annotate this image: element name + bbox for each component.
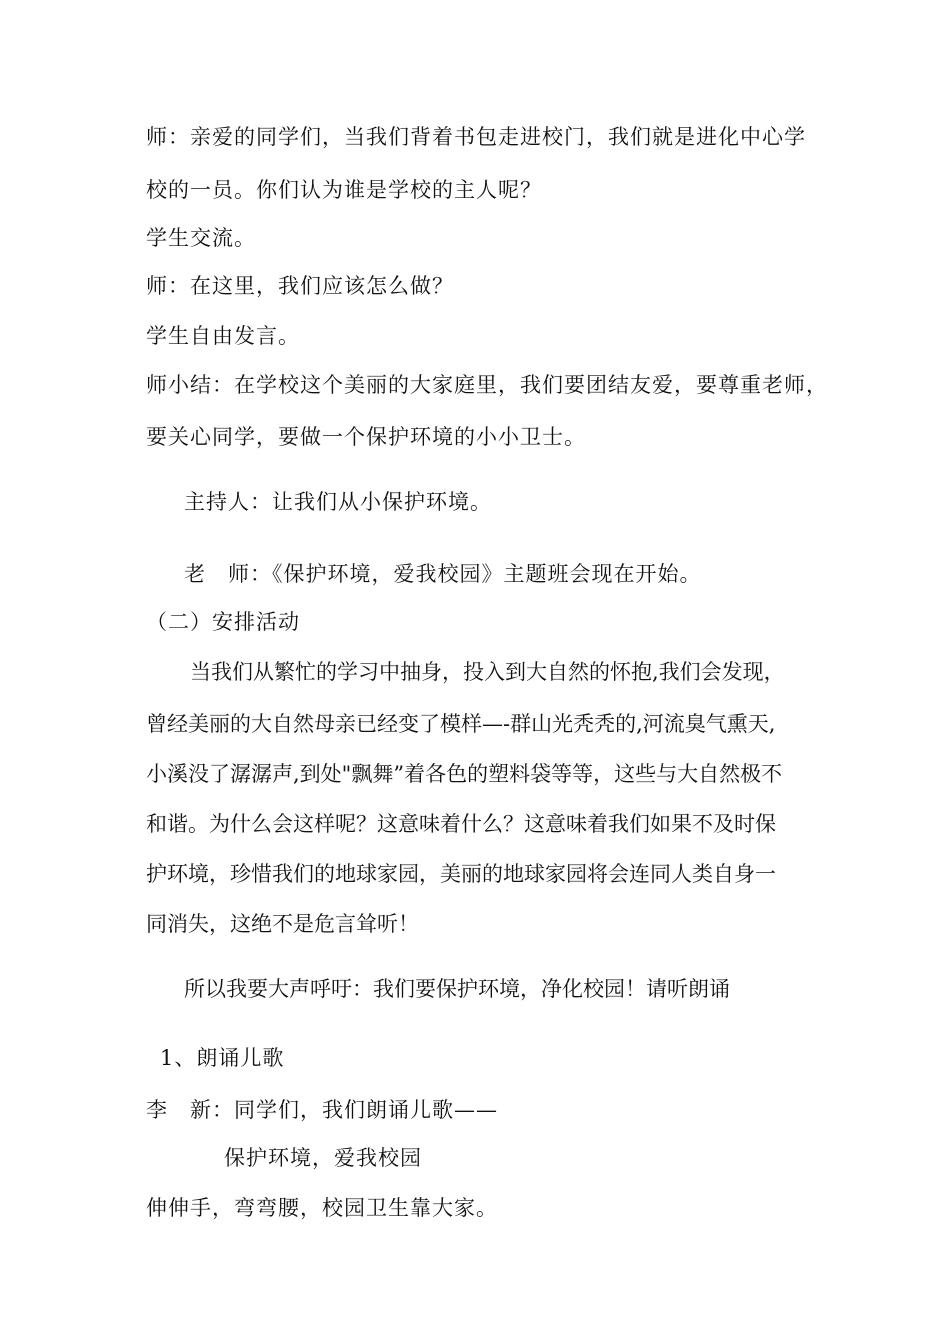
paragraph-line: 护环境，珍惜我们的地球家园，美丽的地球家园将会连同人类自身一	[146, 862, 776, 886]
dialogue-line: 师：亲爱的同学们，当我们背着书包走进校门，我们就是进化中心学	[146, 125, 806, 149]
dialogue-line: 校的一员。你们认为谁是学校的主人呢？	[146, 178, 542, 202]
narration-line: 学生自由发言。	[146, 324, 300, 348]
section-heading: （二）安排活动	[146, 610, 300, 634]
dialogue-line: 师：在这里，我们应该怎么做？	[146, 274, 454, 298]
host-line: 主持人：让我们从小保护环境。	[184, 490, 492, 514]
poem-line: 伸伸手，弯弯腰，校园卫生靠大家。	[146, 1196, 498, 1220]
paragraph-line: 曾经美丽的大自然母亲已经变了模样—-群山光秃秃的,河流臭气熏天,	[146, 712, 776, 736]
section-heading: 1、朗诵儿歌	[160, 1046, 285, 1070]
teacher-line: 老 师：《保护环境，爱我校园》主题班会现在开始。	[184, 562, 702, 586]
poem-title: 保护环境，爱我校园	[224, 1146, 422, 1170]
dialogue-line: 师小结：在学校这个美丽的大家庭里，我们要团结友爱，要尊重老师，	[146, 373, 828, 397]
paragraph-line: 小溪没了潺潺声,到处"飘舞”着各色的塑料袋等等，这些与大自然极不	[146, 762, 783, 786]
paragraph-line: 同消失，这绝不是危言耸听！	[146, 912, 419, 936]
paragraph-line: 所以我要大声呼吁：我们要保护环境，净化校园！请听朗诵	[184, 977, 730, 1001]
dialogue-line: 要关心同学，要做一个保护环境的小小卫士。	[146, 425, 586, 449]
dialogue-line: 李 新：同学们，我们朗诵儿歌——	[146, 1098, 498, 1122]
narration-line: 学生交流。	[146, 226, 256, 250]
paragraph-line: 和谐。为什么会这样呢？这意味着什么？这意味着我们如果不及时保	[146, 812, 776, 836]
paragraph-line: 当我们从繁忙的学习中抽身，投入到大自然的怀抱,我们会发现，	[190, 660, 785, 684]
